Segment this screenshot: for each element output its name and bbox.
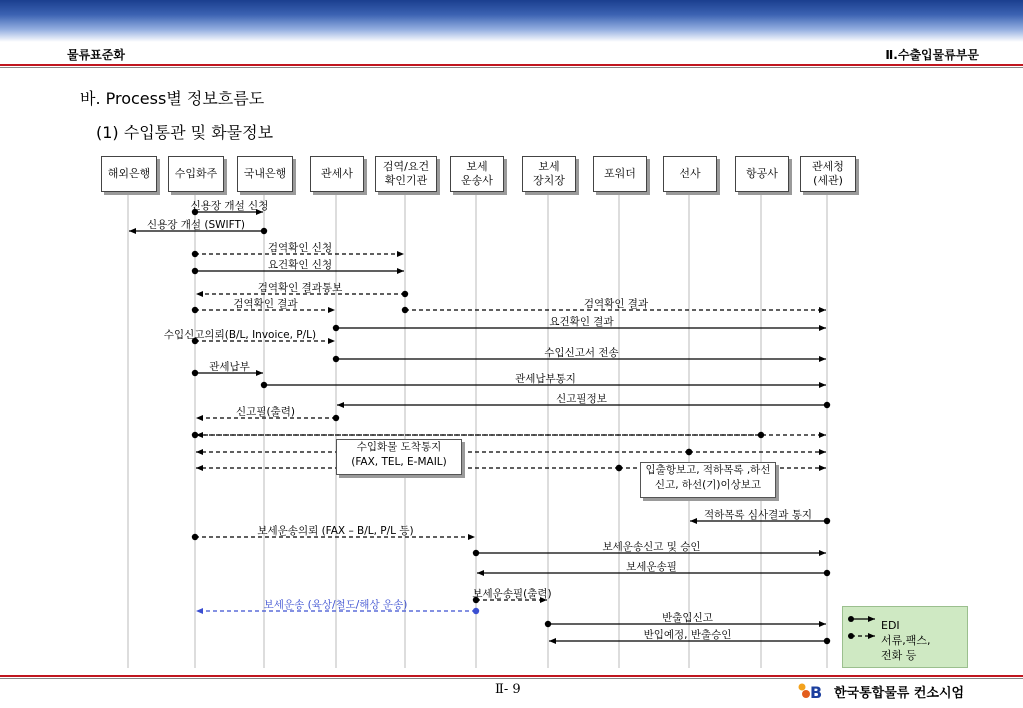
message-27 bbox=[549, 628, 830, 644]
actor-inspection-agency: 검역/요건 확인기관 bbox=[375, 156, 437, 192]
message-5 bbox=[192, 297, 335, 313]
sub-title: (1) 수입통관 및 화물정보 bbox=[96, 123, 274, 142]
message-13 bbox=[196, 405, 339, 421]
message-20 bbox=[690, 508, 830, 524]
message-label: 요건확인 신청 bbox=[267, 259, 333, 271]
message-4 bbox=[196, 281, 408, 297]
message-label: 반입예정, 반출승인 bbox=[643, 629, 732, 641]
header-right-title: Ⅱ.수출입물류부문 bbox=[885, 48, 979, 62]
header-left-title: 물류표준화 bbox=[67, 48, 125, 62]
message-9 bbox=[333, 346, 826, 362]
message-26 bbox=[545, 611, 826, 627]
message-0 bbox=[191, 199, 269, 215]
message-7 bbox=[333, 315, 826, 331]
message-label: 검역확인 결과통보 bbox=[257, 282, 343, 294]
message-label: 신고필정보 bbox=[556, 393, 607, 405]
footer-divider bbox=[0, 675, 1023, 677]
arrival-notice-box: 수입화물 도착통지 (FAX, TEL, E-MAIL) bbox=[336, 439, 462, 475]
message-label: 수입신고서 전송 bbox=[544, 347, 619, 359]
legend-edi-label: EDI bbox=[881, 619, 900, 632]
message-3 bbox=[192, 258, 404, 274]
company-logo-icon bbox=[796, 682, 828, 700]
message-label: 관세납부 bbox=[209, 361, 250, 373]
message-label: 신용장 개설 (SWIFT) bbox=[147, 219, 245, 231]
message-label: 보세운송신고 및 승인 bbox=[602, 541, 701, 553]
message-2 bbox=[192, 241, 404, 257]
message-label: 보세운송의뢰 (FAX – B/L, P/L 등) bbox=[257, 525, 414, 537]
message-10 bbox=[192, 360, 263, 376]
message-label: 관세납부통지 bbox=[515, 373, 576, 385]
page-number: Ⅱ- 9 bbox=[495, 682, 521, 697]
message-8 bbox=[164, 328, 335, 344]
actor-overseas-bank: 해외은행 bbox=[101, 156, 157, 192]
company-name: 한국통합물류 컨소시엄 bbox=[834, 686, 965, 701]
message-label: 반출입신고 bbox=[662, 612, 713, 624]
message-label: 보세운송필(출력) bbox=[472, 588, 552, 600]
message-label: 신고필(출력) bbox=[236, 406, 295, 418]
actor-customs-office: 관세청 (세관) bbox=[800, 156, 856, 192]
actor-importer: 수입화주 bbox=[168, 156, 224, 192]
message-label: 검역확인 결과 bbox=[233, 298, 298, 310]
actor-shipping-line: 선사 bbox=[663, 156, 717, 192]
message-6 bbox=[402, 297, 826, 313]
message-label: 보세운송필 bbox=[626, 561, 677, 573]
actor-customs-broker: 관세사 bbox=[310, 156, 364, 192]
message-21 bbox=[192, 524, 475, 540]
message-label: 검역확인 신청 bbox=[267, 242, 333, 254]
actor-bonded-warehouse: 보세 장치장 bbox=[522, 156, 576, 192]
actor-domestic-bank: 국내은행 bbox=[237, 156, 293, 192]
actor-bonded-carrier: 보세 운송사 bbox=[450, 156, 504, 192]
message-label: 수입신고의뢰(B/L, Invoice, P/L) bbox=[163, 329, 317, 341]
message-label: 검역확인 결과 bbox=[583, 298, 649, 310]
actor-forwarder: 포워더 bbox=[593, 156, 647, 192]
legend-paper-label: 서류,팩스, 전화 등 bbox=[881, 634, 931, 662]
message-22 bbox=[473, 540, 826, 556]
message-23 bbox=[477, 560, 830, 576]
message-label: 요건확인 결과 bbox=[549, 316, 614, 328]
section-title: 바. Process별 정보흐름도 bbox=[80, 89, 265, 108]
message-1 bbox=[129, 218, 267, 234]
legend bbox=[842, 606, 968, 668]
message-17 bbox=[686, 449, 826, 455]
message-12 bbox=[337, 392, 830, 408]
svg-text:B: B bbox=[810, 683, 823, 700]
manifest-report-box: 입출항보고, 적하목록 ,하선 신고, 하선(기)이상보고 bbox=[640, 462, 776, 498]
message-label: 신용장 개설 신청 bbox=[190, 200, 269, 212]
actor-airline: 항공사 bbox=[735, 156, 789, 192]
message-25 bbox=[196, 598, 479, 614]
footer-divider-thin bbox=[0, 678, 1023, 679]
message-11 bbox=[261, 372, 826, 388]
message-label: 보세운송 (육상/철도/해상 운송) bbox=[263, 599, 408, 611]
message-24 bbox=[472, 587, 551, 603]
message-label: 적하목록 심사결과 통지 bbox=[703, 509, 813, 521]
